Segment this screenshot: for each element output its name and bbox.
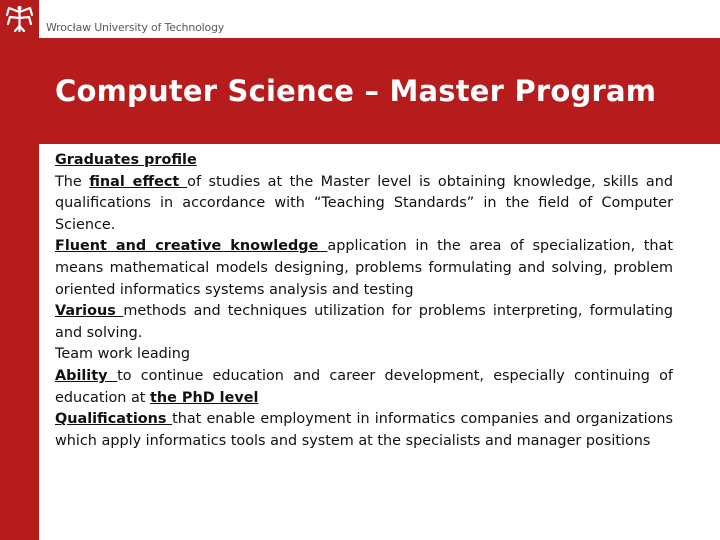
p6-text: that enable employment in informatics companies and organizations which apply informatics tools and system at the specialists and manager positions	[55, 411, 674, 449]
p5-text: to continue education and career development, especially continuing of education at	[55, 367, 673, 406]
paragraph-team-work	[55, 344, 673, 366]
university-name: Wrocław University of Technology	[46, 21, 225, 34]
p5-emphasis: Ability	[55, 367, 118, 384]
paragraph-ability	[55, 366, 673, 409]
left-red-bar	[0, 0, 39, 540]
p6-emphasis: Qualifications	[55, 411, 173, 428]
p1-text: of studies at the Master level is obtaining knowledge, skills and qualifications in accordance with “Teaching Standards” in the field of Computer Science.	[55, 173, 673, 233]
paragraph-qualifications	[55, 409, 673, 452]
p1-emphasis: final effect	[89, 173, 188, 190]
p5-emphasis-phd: the PhD level	[150, 389, 259, 406]
p3-emphasis: Various	[55, 303, 124, 320]
heading-text: Graduates profile	[55, 152, 197, 168]
p1-pre: The	[55, 173, 90, 190]
paragraph-various-methods	[55, 301, 673, 344]
header-bar	[39, 0, 720, 38]
section-heading	[55, 150, 673, 172]
paragraph-fluent-knowledge	[55, 236, 673, 301]
p2-text: application in the area of specialization, that means mathematical models designing, problems formulating and solving, problem oriented informatics systems analysis and testing	[55, 238, 673, 298]
p2-emphasis: Fluent and creative knowledge	[55, 238, 328, 255]
eagle-emblem-icon	[3, 3, 36, 36]
slide-title: Computer Science – Master Program	[55, 74, 657, 108]
title-band	[39, 38, 720, 144]
p3-text: methods and techniques utilization for problems interpreting, formulating and solving.	[55, 303, 673, 341]
slide-content	[55, 150, 673, 452]
p4-text: Team work leading	[55, 346, 191, 363]
paragraph-final-effect	[55, 172, 673, 237]
